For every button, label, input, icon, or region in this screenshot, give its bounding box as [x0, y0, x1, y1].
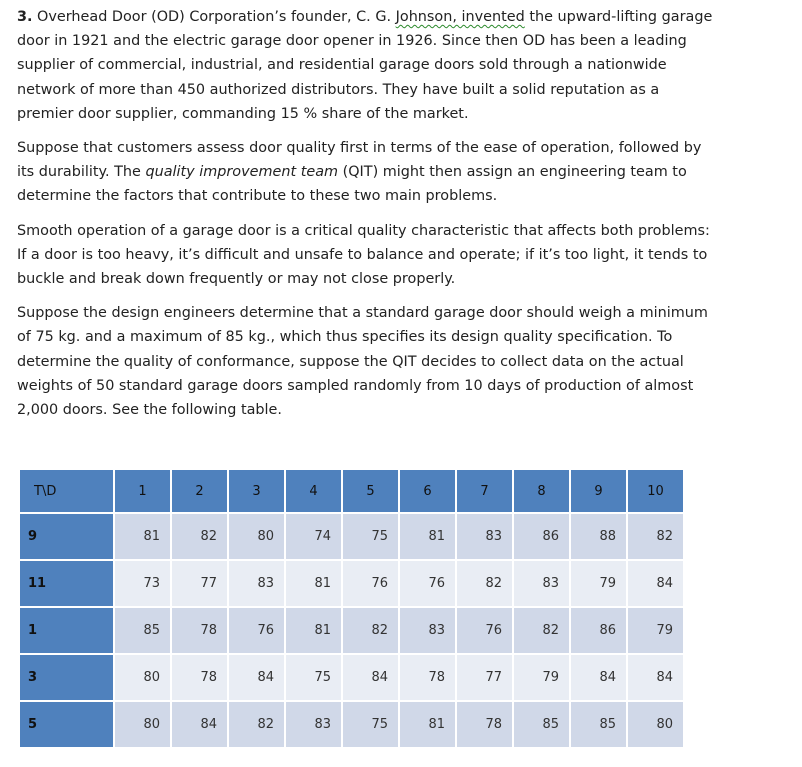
table-cell: 79 — [571, 561, 626, 606]
table-cell: 81 — [115, 514, 170, 559]
day-header: 5 — [343, 470, 398, 512]
table-row — [20, 514, 683, 559]
table-cell: 81 — [286, 608, 341, 653]
problem-number: 3. — [17, 9, 33, 25]
table-cell: 78 — [172, 655, 227, 700]
header-row — [20, 470, 683, 512]
table-cell: 78 — [172, 608, 227, 653]
table-cell: 80 — [229, 514, 284, 559]
table-cell: 84 — [172, 702, 227, 747]
table-cell: 79 — [628, 608, 683, 653]
table-cell: 85 — [115, 608, 170, 653]
table-cell: 84 — [628, 561, 683, 606]
table-cell: 77 — [172, 561, 227, 606]
table-row — [20, 561, 683, 606]
weights-table — [18, 468, 685, 749]
table-row — [20, 702, 683, 747]
table-cell: 82 — [457, 561, 512, 606]
table-cell: 80 — [628, 702, 683, 747]
table-cell: 78 — [457, 702, 512, 747]
table-cell: 83 — [457, 514, 512, 559]
qit-term: quality improvement team — [145, 164, 339, 181]
day-header: 8 — [514, 470, 569, 512]
table-cell: 86 — [571, 608, 626, 653]
table-cell: 86 — [514, 514, 569, 559]
day-header: 9 — [571, 470, 626, 512]
table-cell: 83 — [400, 608, 455, 653]
day-header: 6 — [400, 470, 455, 512]
table-cell: 85 — [514, 702, 569, 747]
table-cell: 74 — [286, 514, 341, 559]
intro-text-a: Overhead Door (OD) Corporation’s founder, C. G. — [32, 9, 396, 25]
table-cell: 83 — [286, 702, 341, 747]
table-cell: 84 — [229, 655, 284, 700]
table-cell: 78 — [400, 655, 455, 700]
table-cell: 84 — [343, 655, 398, 700]
table-cell: 73 — [115, 561, 170, 606]
table-cell: 75 — [286, 655, 341, 700]
time-header: 3 — [20, 655, 113, 700]
table-cell: 84 — [571, 655, 626, 700]
table-row — [20, 655, 683, 700]
table-cell: 83 — [514, 561, 569, 606]
table-cell: 85 — [571, 702, 626, 747]
problem-text — [17, 5, 717, 432]
table-cell: 81 — [400, 702, 455, 747]
paragraph-operation: Smooth operation of a garage door is a critical quality characteristic that affects both problems: If a door is too heavy, it’s difficult and unsafe to balance and operate; if it’s too light, it tends to buckle and break down frequently or may not close properly. — [17, 222, 710, 288]
table-cell: 81 — [400, 514, 455, 559]
table-cell: 82 — [628, 514, 683, 559]
table-cell: 80 — [115, 655, 170, 700]
table-cell: 77 — [457, 655, 512, 700]
table-cell: 82 — [172, 514, 227, 559]
table-cell: 88 — [571, 514, 626, 559]
day-header: 10 — [628, 470, 683, 512]
spellcheck-flagged-text: Johnson, invented — [395, 9, 525, 25]
table-cell: 81 — [286, 561, 341, 606]
time-header: 11 — [20, 561, 113, 606]
table-cell: 76 — [400, 561, 455, 606]
paragraph-customers — [17, 136, 717, 209]
day-header: 2 — [172, 470, 227, 512]
paragraph-specification: Suppose the design engineers determine that a standard garage door should weigh a minimum of 75 kg. and a maximum of 85 kg., which thus specifies its design quality specification. To determine the quality of conformance, suppose the QIT decides to collect data on the actual weights of 50 standard garage doors sampled randomly from 10 days of production of almost 2,000 doors. See the following table. — [17, 305, 708, 419]
day-header: 3 — [229, 470, 284, 512]
paragraph-intro — [17, 5, 717, 126]
table-cell: 79 — [514, 655, 569, 700]
time-header: 9 — [20, 514, 113, 559]
table-cell: 76 — [457, 608, 512, 653]
corner-header: T\D — [20, 470, 113, 512]
table-cell: 75 — [343, 702, 398, 747]
intro-text-b: the upward-lifting garage door in 1921 and the electric garage door opener in 1926. Since then OD has been a leading supplier of commercial, industrial, and residential garage doors sold through a nationwide network of more than 450 authorized distributors. They have built a solid reputation as a premier door supplier, commanding 15 % share of the market. — [17, 9, 713, 122]
day-header: 4 — [286, 470, 341, 512]
table-cell: 76 — [343, 561, 398, 606]
table-row — [20, 608, 683, 653]
table-cell: 82 — [514, 608, 569, 653]
table-cell: 84 — [628, 655, 683, 700]
day-header: 7 — [457, 470, 512, 512]
day-header: 1 — [115, 470, 170, 512]
customers-text-b: (QIT) might then assign an engineering team to determine the factors that contribute to these two main problems. — [17, 164, 687, 205]
table-cell: 75 — [343, 514, 398, 559]
table-cell: 82 — [343, 608, 398, 653]
customers-text-a: Suppose that customers assess door quality first in terms of the ease of operation, followed by its durability. The — [17, 140, 702, 181]
table-cell: 82 — [229, 702, 284, 747]
time-header: 5 — [20, 702, 113, 747]
table-cell: 80 — [115, 702, 170, 747]
table-cell: 76 — [229, 608, 284, 653]
table-cell: 83 — [229, 561, 284, 606]
time-header: 1 — [20, 608, 113, 653]
